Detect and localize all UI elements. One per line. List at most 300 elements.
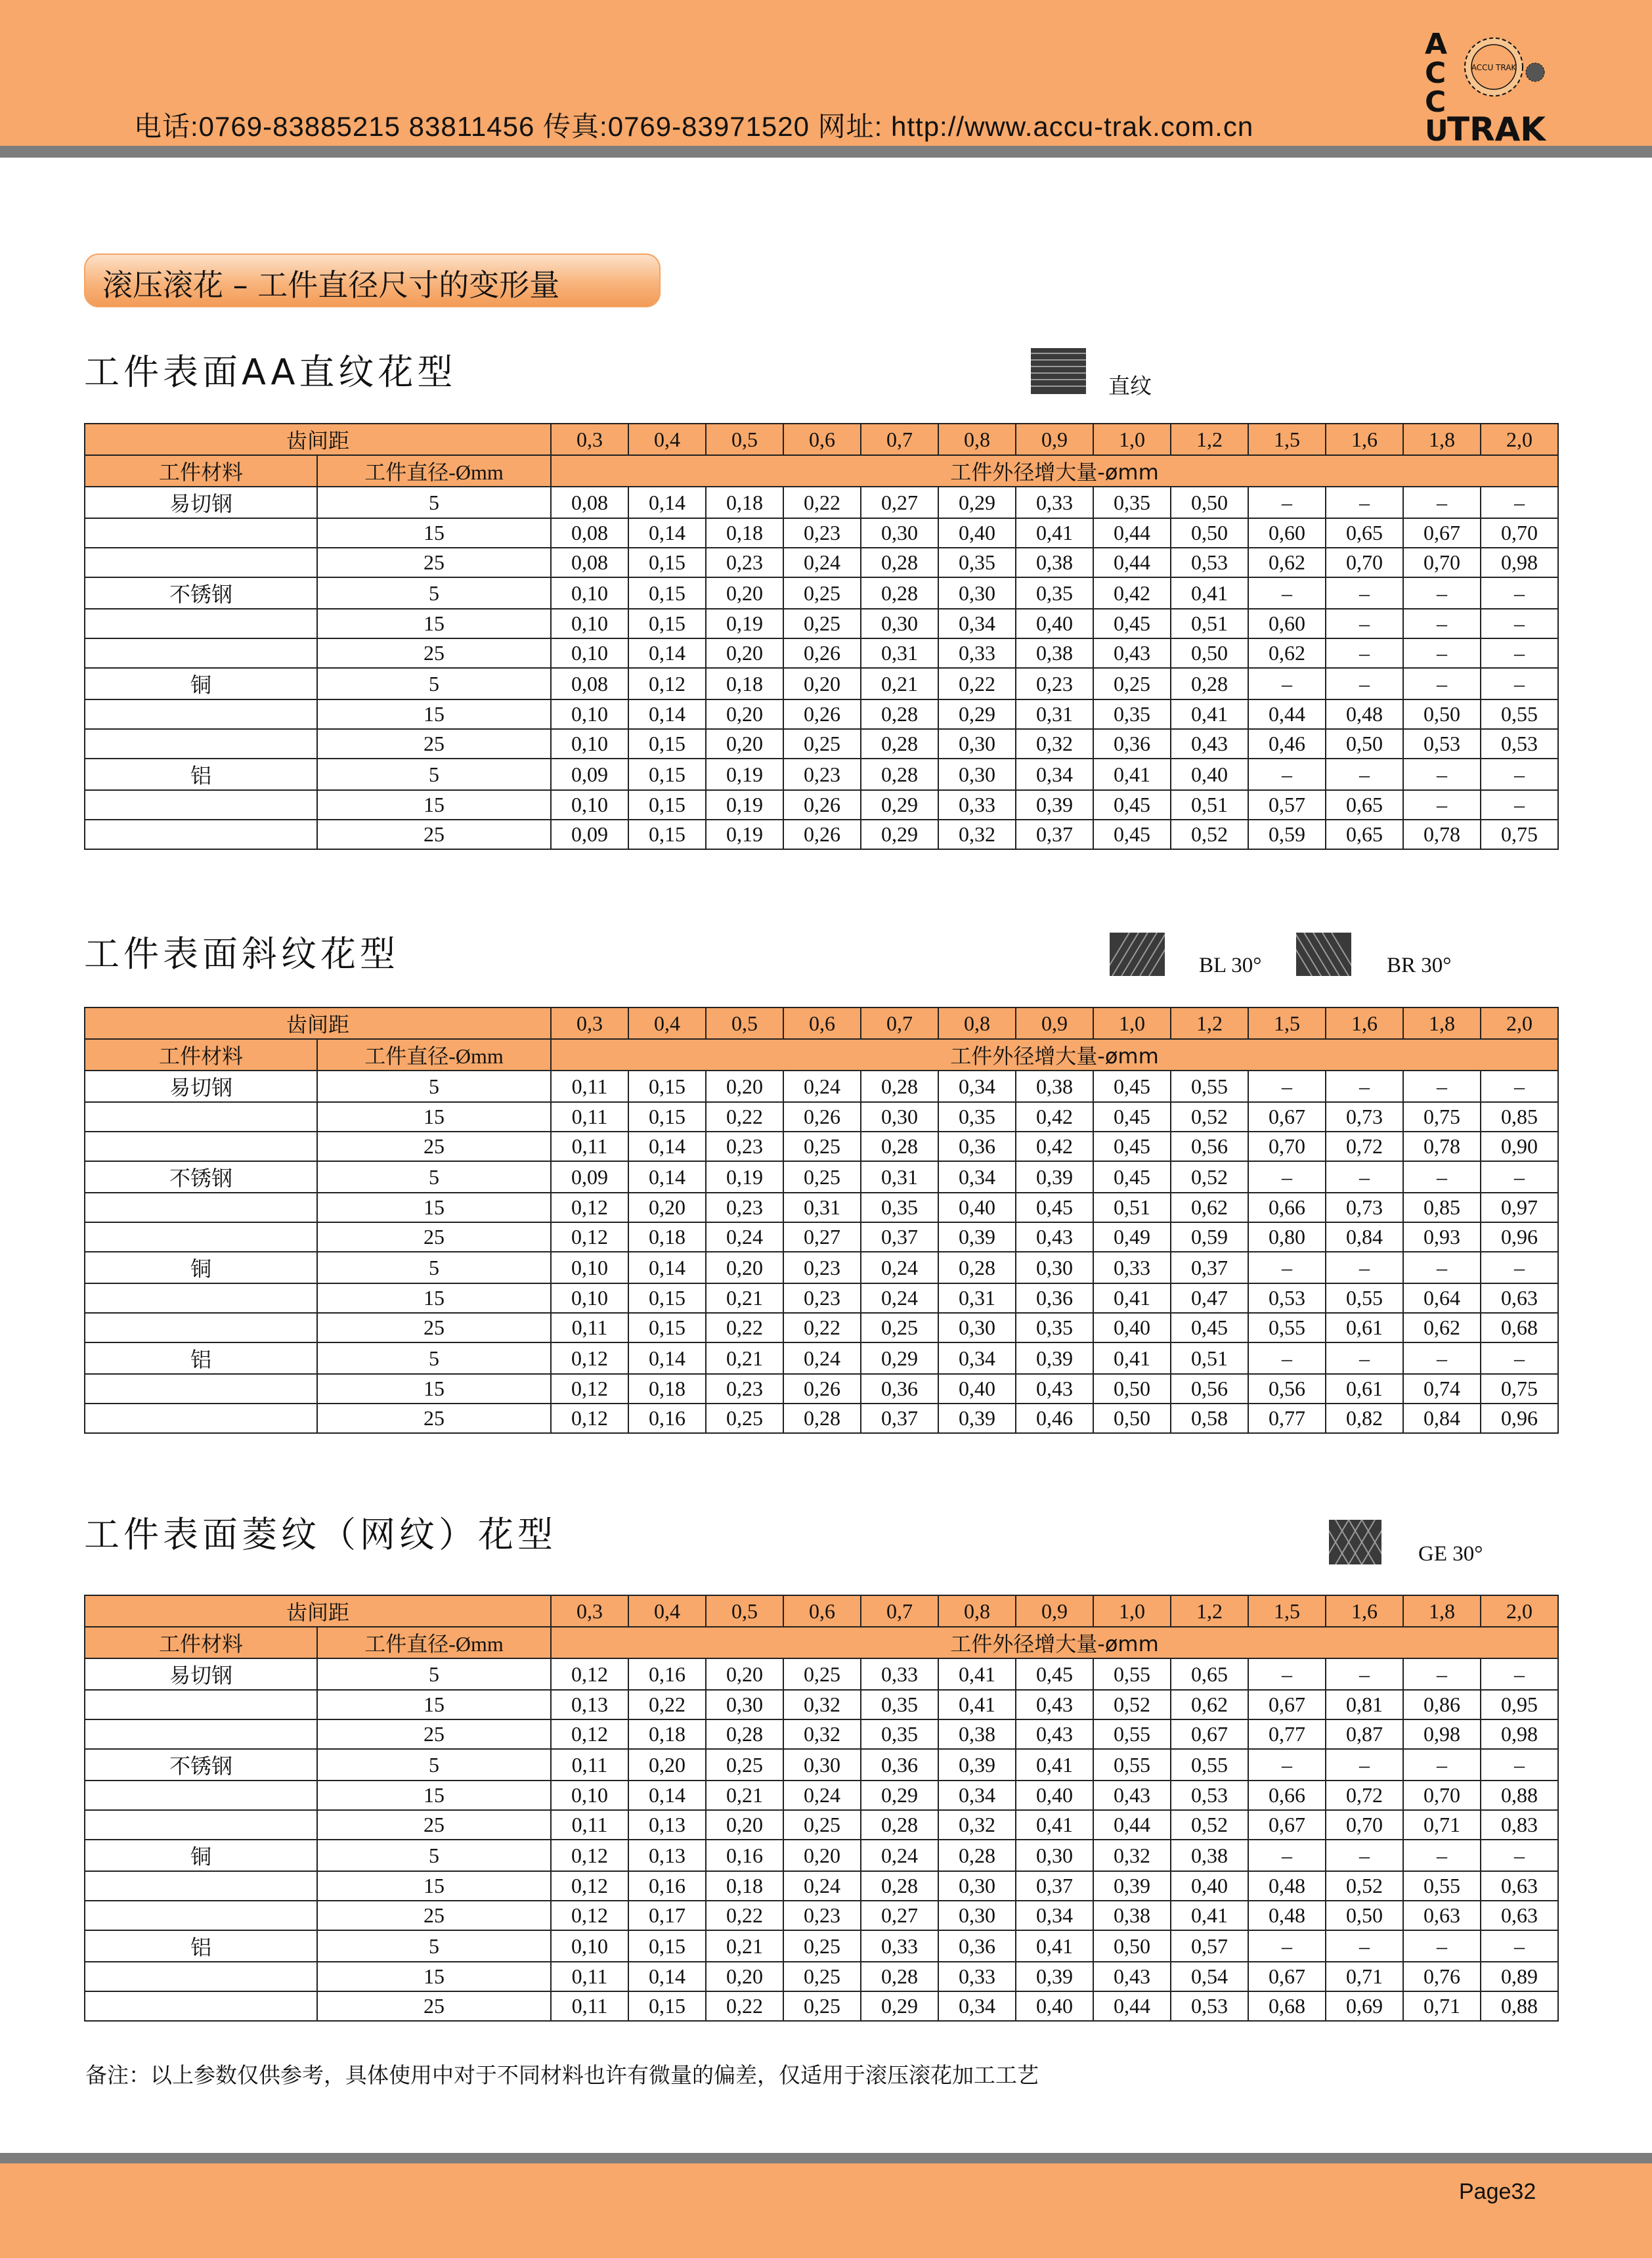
value-cell: – [1403,1161,1481,1193]
value-cell: 0,35 [938,548,1016,577]
value-cell: 0,39 [938,1749,1016,1781]
value-cell: – [1481,638,1558,668]
pitch-value: 2,0 [1481,424,1558,455]
value-cell: 0,44 [1093,548,1171,577]
column-header-row [85,455,1558,487]
value-cell: 0,75 [1481,1374,1558,1404]
material-cell [85,699,317,729]
value-cell: 0,28 [861,759,938,790]
table-row [85,1252,1558,1283]
value-cell: 0,85 [1403,1193,1481,1222]
diameter-cell: 15 [317,1962,551,1991]
value-cell: 0,45 [1093,790,1171,820]
value-cell: – [1481,577,1558,609]
value-cell: 0,08 [551,487,628,518]
diameter-cell: 25 [317,820,551,849]
value-cell: – [1481,1840,1558,1871]
value-cell: 0,18 [628,1374,706,1404]
table-row [85,1342,1558,1374]
value-cell: 0,30 [861,609,938,638]
value-cell: 0,61 [1326,1374,1403,1404]
value-cell: 0,23 [783,1283,861,1313]
page-number: Page32 [1459,2179,1536,2204]
value-cell: 0,26 [783,699,861,729]
value-cell: 0,71 [1403,1991,1481,2021]
value-cell: – [1326,1161,1403,1193]
value-cell: 0,22 [783,487,861,518]
value-cell: – [1481,1658,1558,1690]
value-cell: 0,28 [861,729,938,759]
value-cell: 0,15 [628,548,706,577]
table-row [85,1810,1558,1840]
value-cell: 0,49 [1093,1222,1171,1252]
pitch-value: 0,8 [938,1007,1016,1039]
table-row [85,1658,1558,1690]
table-row [85,1283,1558,1313]
value-cell: 0,17 [628,1901,706,1930]
value-cell: – [1403,1930,1481,1962]
value-cell: 0,26 [783,638,861,668]
value-cell: 0,23 [783,518,861,548]
value-cell: – [1326,759,1403,790]
value-cell: 0,73 [1326,1102,1403,1132]
value-cell: 0,41 [1016,518,1093,548]
value-cell: 0,26 [783,1102,861,1132]
value-cell: 0,23 [706,1193,783,1222]
value-cell: 0,30 [1016,1252,1093,1283]
value-cell: 0,54 [1171,1962,1248,1991]
value-cell: 0,34 [938,1161,1016,1193]
remark-note: 备注：以上参数仅供参考，具体使用中对于不同材料也许有微量的偏差，仅适用于滚压滚花加工工艺 [85,2062,1039,2088]
value-cell: – [1481,609,1558,638]
value-cell: 0,22 [706,1991,783,2021]
value-cell: 0,78 [1403,820,1481,849]
value-cell: – [1248,1161,1326,1193]
table-row [85,1749,1558,1781]
value-cell: 0,41 [938,1690,1016,1719]
value-cell: 0,40 [1171,1871,1248,1901]
diameter-cell: 25 [317,1313,551,1342]
value-cell: 0,50 [1093,1930,1171,1962]
value-cell: 0,16 [628,1871,706,1901]
value-cell: 0,52 [1171,1810,1248,1840]
diameter-cell: 25 [317,548,551,577]
value-cell: 0,43 [1016,1222,1093,1252]
value-cell: 0,29 [938,487,1016,518]
material-cell: 铜 [85,668,317,699]
material-cell [85,609,317,638]
value-cell: 0,43 [1171,729,1248,759]
value-cell: – [1248,668,1326,699]
value-cell: 0,45 [1093,1071,1171,1102]
value-cell: 0,29 [861,1781,938,1810]
material-cell [85,1690,317,1719]
value-cell: 0,13 [628,1810,706,1840]
value-cell: 0,46 [1248,729,1326,759]
value-cell: 0,35 [1016,1313,1093,1342]
value-cell: 0,35 [1016,577,1093,609]
value-cell: 0,10 [551,729,628,759]
value-cell: 0,98 [1481,548,1558,577]
value-cell: 0,34 [938,1781,1016,1810]
value-cell: 0,45 [1093,1132,1171,1161]
value-cell: – [1248,1071,1326,1102]
value-cell: 0,25 [783,1962,861,1991]
table-row [85,638,1558,668]
value-cell: 0,34 [938,1342,1016,1374]
value-cell: 0,20 [628,1749,706,1781]
br30-knurl-swatch-icon [1296,933,1351,976]
value-cell: 0,98 [1481,1719,1558,1749]
value-cell: 0,20 [783,1840,861,1871]
value-cell: – [1326,487,1403,518]
value-cell: 0,11 [551,1991,628,2021]
table-row [85,609,1558,638]
value-cell: 0,31 [783,1193,861,1222]
value-cell: 0,30 [938,759,1016,790]
logo-seal-text: ACCU TRAK [1471,63,1517,72]
value-cell: 0,36 [1016,1283,1093,1313]
value-cell: 0,57 [1171,1930,1248,1962]
material-cell [85,1222,317,1252]
value-cell: 0,56 [1171,1132,1248,1161]
value-cell: 0,12 [551,1658,628,1690]
value-cell: 0,67 [1248,1102,1326,1132]
table-row [85,1690,1558,1719]
value-cell: – [1403,1071,1481,1102]
value-cell: 0,55 [1248,1313,1326,1342]
value-cell: 0,15 [628,1991,706,2021]
value-cell: 0,59 [1171,1222,1248,1252]
legend-straight: 直纹 [1108,373,1152,399]
value-cell: – [1481,487,1558,518]
section-title-diagonal: 工件表面斜纹花型 [84,933,399,975]
value-cell: 0,62 [1171,1193,1248,1222]
value-cell: 0,41 [1171,699,1248,729]
value-cell: 0,20 [706,1810,783,1840]
value-cell: – [1248,1342,1326,1374]
table-row [85,1871,1558,1901]
value-cell: 0,28 [861,1132,938,1161]
material-cell [85,790,317,820]
value-cell: 0,45 [1016,1658,1093,1690]
value-cell: – [1481,1930,1558,1962]
value-cell: 0,53 [1171,1781,1248,1810]
value-cell: 0,73 [1326,1193,1403,1222]
material-cell [85,1102,317,1132]
value-cell: 0,25 [706,1404,783,1433]
value-cell: 0,33 [938,1962,1016,1991]
value-cell: 0,38 [1016,638,1093,668]
value-cell: 0,14 [628,638,706,668]
value-cell: – [1403,638,1481,668]
value-cell: 0,42 [1016,1102,1093,1132]
diameter-cell: 25 [317,1404,551,1433]
value-cell: 0,34 [1016,1901,1093,1930]
value-cell: 0,50 [1403,699,1481,729]
value-cell: 0,39 [1016,1342,1093,1374]
value-cell: 0,61 [1326,1313,1403,1342]
value-cell: 0,70 [1403,1781,1481,1810]
value-cell: 0,41 [1016,1810,1093,1840]
material-cell [85,1283,317,1313]
value-cell: 0,39 [1016,1161,1093,1193]
value-cell: 0,22 [938,668,1016,699]
value-cell: 0,15 [628,577,706,609]
value-cell: 0,32 [938,820,1016,849]
value-cell: 0,15 [628,820,706,849]
value-cell: 0,25 [783,1930,861,1962]
table-row [85,699,1558,729]
value-cell: 0,32 [938,1810,1016,1840]
material-cell [85,1810,317,1840]
value-cell: 0,98 [1403,1719,1481,1749]
value-cell: 0,38 [938,1719,1016,1749]
diameter-cell: 5 [317,1930,551,1962]
value-cell: 0,32 [783,1690,861,1719]
value-cell: 0,41 [1016,1749,1093,1781]
material-cell [85,1781,317,1810]
pitch-label: 齿间距 [85,424,551,455]
pitch-value: 1,2 [1171,424,1248,455]
table-row [85,577,1558,609]
footer-band [0,2163,1652,2258]
svg-text:C: C [1425,56,1446,90]
value-cell: 0,14 [628,699,706,729]
value-cell: 0,18 [706,1871,783,1901]
material-cell [85,1901,317,1930]
value-cell: 0,55 [1171,1749,1248,1781]
diameter-cell: 25 [317,1901,551,1930]
value-cell: 0,25 [783,1658,861,1690]
value-cell: 0,25 [783,729,861,759]
value-cell: 0,39 [938,1222,1016,1252]
diameter-cell: 25 [317,1719,551,1749]
increase-header: 工件外径增大量-ømm [551,455,1558,487]
svg-text:C: C [1425,85,1446,119]
material-cell: 铝 [85,1342,317,1374]
value-cell: 0,30 [861,518,938,548]
value-cell: 0,15 [628,1930,706,1962]
value-cell: 0,57 [1248,790,1326,820]
table-row [85,729,1558,759]
diameter-cell: 15 [317,1374,551,1404]
value-cell: 0,34 [938,1991,1016,2021]
value-cell: 0,16 [628,1404,706,1433]
value-cell: 0,35 [861,1690,938,1719]
footer-divider [0,2153,1652,2163]
value-cell: 0,33 [938,790,1016,820]
value-cell: 0,43 [1016,1719,1093,1749]
diameter-header: 工件直径-Ømm [317,455,551,487]
value-cell: 0,96 [1481,1222,1558,1252]
value-cell: 0,10 [551,1252,628,1283]
diameter-cell: 15 [317,1193,551,1222]
value-cell: 0,19 [706,790,783,820]
value-cell: 0,18 [706,518,783,548]
value-cell: 0,12 [551,1871,628,1901]
value-cell: 0,18 [628,1222,706,1252]
value-cell: 0,15 [628,1283,706,1313]
value-cell: 0,77 [1248,1404,1326,1433]
table-row [85,1719,1558,1749]
value-cell: 0,65 [1171,1658,1248,1690]
value-cell: 0,20 [706,577,783,609]
diameter-cell: 5 [317,487,551,518]
value-cell: 0,64 [1403,1283,1481,1313]
table-diagonal [84,1007,1559,1434]
value-cell: 0,15 [628,1102,706,1132]
pitch-value: 0,8 [938,1595,1016,1627]
value-cell: 0,59 [1248,820,1326,849]
value-cell: 0,81 [1326,1690,1403,1719]
pitch-value: 0,4 [628,1595,706,1627]
value-cell: 0,67 [1248,1690,1326,1719]
value-cell: 0,70 [1248,1132,1326,1161]
material-cell: 易切钢 [85,1658,317,1690]
value-cell: – [1403,1252,1481,1283]
section-title-diamond: 工件表面菱纹（网纹）花型 [84,1514,557,1555]
table-row [85,548,1558,577]
value-cell: 0,96 [1481,1404,1558,1433]
value-cell: 0,88 [1481,1991,1558,2021]
value-cell: 0,67 [1248,1810,1326,1840]
material-cell [85,1374,317,1404]
value-cell: 0,24 [861,1252,938,1283]
value-cell: 0,44 [1248,699,1326,729]
diameter-cell: 5 [317,577,551,609]
value-cell: 0,44 [1093,518,1171,548]
value-cell: 0,10 [551,1283,628,1313]
value-cell: 0,15 [628,790,706,820]
value-cell: 0,84 [1326,1222,1403,1252]
value-cell: – [1248,1658,1326,1690]
value-cell: 0,25 [783,609,861,638]
value-cell: 0,67 [1403,518,1481,548]
pitch-value: 1,6 [1326,424,1403,455]
value-cell: 0,36 [1093,729,1171,759]
value-cell: 0,14 [628,1781,706,1810]
value-cell: – [1326,1071,1403,1102]
value-cell: 0,12 [551,1222,628,1252]
value-cell: 0,38 [1016,548,1093,577]
value-cell: 0,97 [1481,1193,1558,1222]
value-cell: 0,11 [551,1313,628,1342]
value-cell: 0,65 [1326,820,1403,849]
value-cell: 0,48 [1248,1901,1326,1930]
value-cell: 0,30 [783,1749,861,1781]
pitch-value: 0,7 [861,1595,938,1627]
pitch-value: 1,5 [1248,1007,1326,1039]
value-cell: 0,16 [706,1840,783,1871]
value-cell: 0,22 [628,1690,706,1719]
value-cell: 0,16 [628,1658,706,1690]
pitch-value: 1,5 [1248,1595,1326,1627]
value-cell: 0,12 [551,1193,628,1222]
value-cell: 0,15 [628,1313,706,1342]
value-cell: 0,41 [1171,1901,1248,1930]
value-cell: 0,39 [1016,1962,1093,1991]
value-cell: – [1326,668,1403,699]
logo-trak-text: TRAK [1447,110,1546,144]
value-cell: 0,33 [1093,1252,1171,1283]
value-cell: 0,12 [628,668,706,699]
value-cell: 0,40 [1016,609,1093,638]
value-cell: 0,62 [1171,1690,1248,1719]
value-cell: – [1403,790,1481,820]
value-cell: 0,25 [783,1810,861,1840]
value-cell: 0,18 [706,487,783,518]
value-cell: 0,31 [1016,699,1093,729]
pitch-value: 0,9 [1016,1595,1093,1627]
value-cell: 0,43 [1093,1781,1171,1810]
diameter-cell: 15 [317,518,551,548]
table-row [85,759,1558,790]
material-cell [85,820,317,849]
pitch-value: 0,9 [1016,1007,1093,1039]
value-cell: 0,14 [628,1962,706,1991]
value-cell: 0,15 [628,729,706,759]
column-header-row [85,1627,1558,1658]
value-cell: 0,56 [1171,1374,1248,1404]
pitch-value: 0,6 [783,424,861,455]
value-cell: 0,09 [551,1161,628,1193]
pitch-value: 0,6 [783,1595,861,1627]
value-cell: 0,89 [1481,1962,1558,1991]
value-cell: 0,38 [1171,1840,1248,1871]
value-cell: 0,20 [706,729,783,759]
value-cell: 0,78 [1403,1132,1481,1161]
value-cell: 0,62 [1403,1313,1481,1342]
value-cell: 0,32 [1016,729,1093,759]
value-cell: – [1481,1749,1558,1781]
value-cell: 0,21 [861,668,938,699]
value-cell: – [1481,790,1558,820]
value-cell: 0,36 [861,1749,938,1781]
table-row [85,487,1558,518]
value-cell: 0,52 [1093,1690,1171,1719]
value-cell: 0,36 [861,1374,938,1404]
value-cell: 0,32 [783,1719,861,1749]
value-cell: 0,20 [706,1962,783,1991]
diameter-cell: 5 [317,1658,551,1690]
pitch-value: 0,7 [861,1007,938,1039]
value-cell: 0,71 [1326,1962,1403,1991]
value-cell: – [1248,1930,1326,1962]
value-cell: 0,26 [783,1374,861,1404]
material-cell: 铝 [85,1930,317,1962]
value-cell: 0,88 [1481,1781,1558,1810]
value-cell: 0,33 [861,1930,938,1962]
value-cell: 0,20 [706,1071,783,1102]
value-cell: 0,68 [1481,1313,1558,1342]
material-cell: 铜 [85,1252,317,1283]
material-header: 工件材料 [85,1039,317,1071]
value-cell: 0,34 [938,1071,1016,1102]
value-cell: 0,20 [706,699,783,729]
pitch-value: 1,8 [1403,1595,1481,1627]
value-cell: 0,40 [938,518,1016,548]
value-cell: 0,20 [706,1252,783,1283]
value-cell: – [1481,1161,1558,1193]
header-divider [0,146,1652,158]
diameter-cell: 5 [317,1749,551,1781]
increase-header: 工件外径增大量-ømm [551,1039,1558,1071]
value-cell: 0,28 [938,1252,1016,1283]
value-cell: 0,23 [783,1901,861,1930]
value-cell: 0,50 [1326,1901,1403,1930]
value-cell: 0,19 [706,609,783,638]
